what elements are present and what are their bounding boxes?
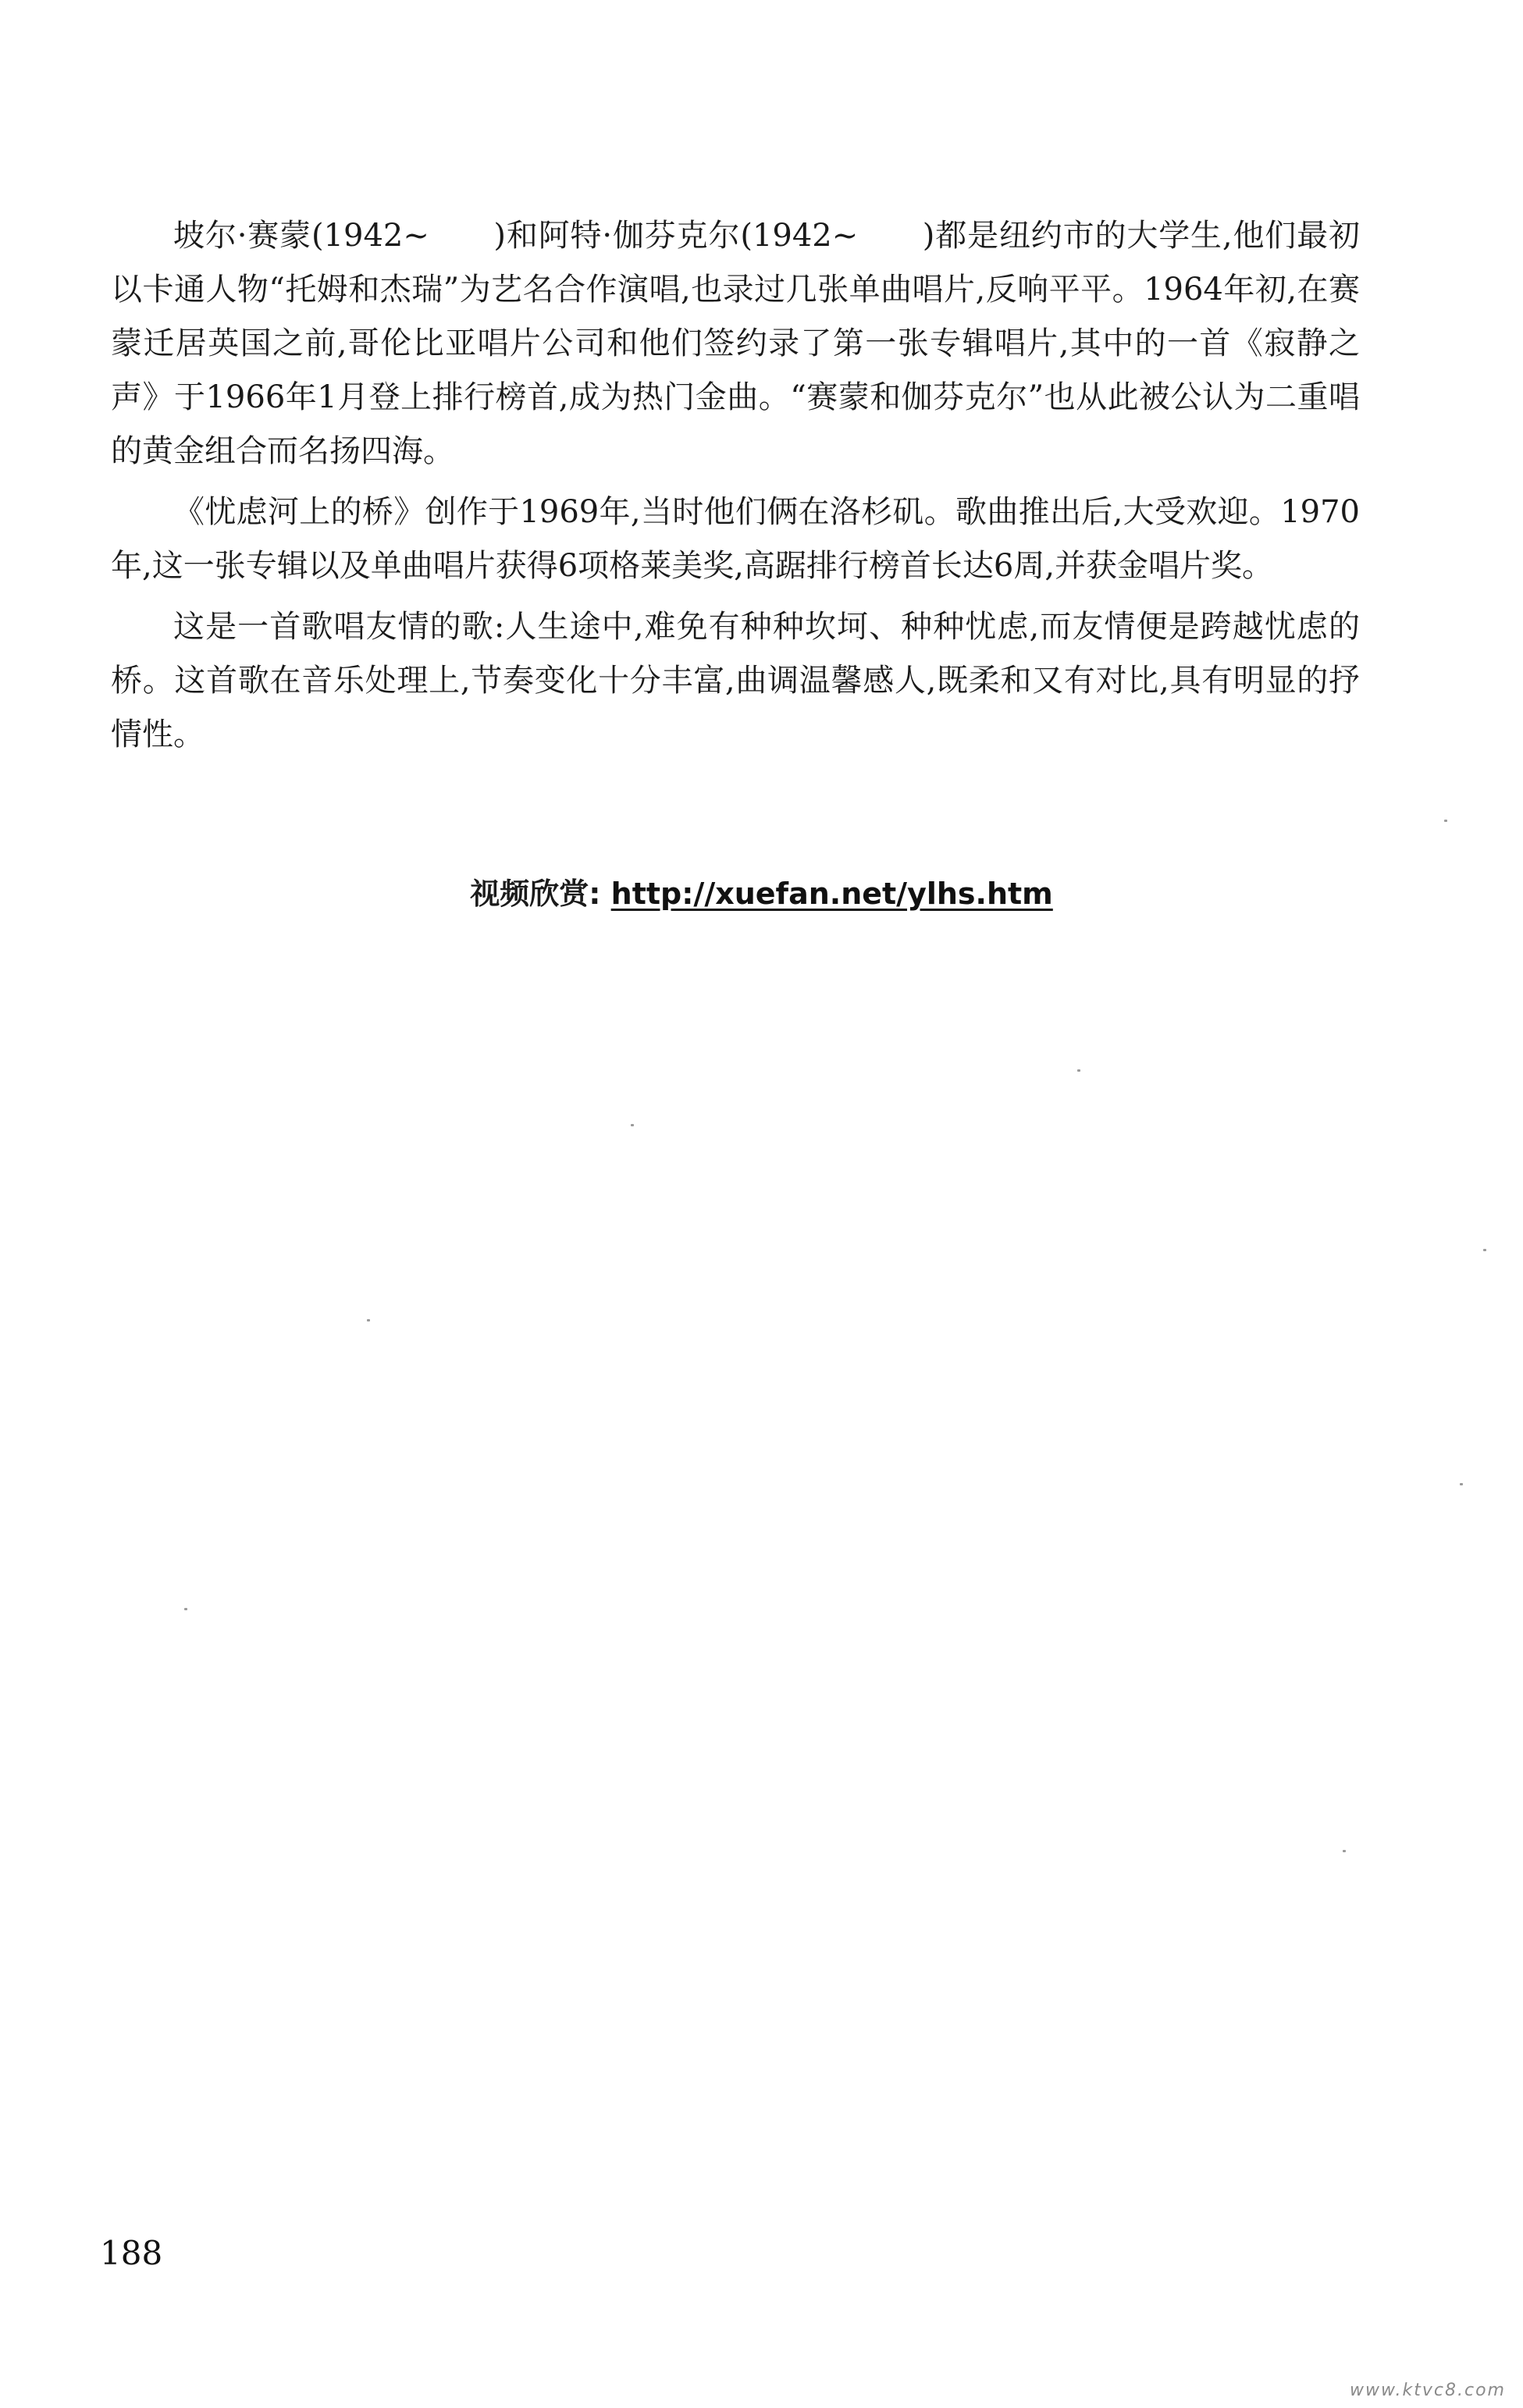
paragraph-intro: 坡尔·赛蒙(1942~ )和阿特·伽芬克尔(1942~ )都是纽约市的大学生,他们最初以卡通人物“托姆和杰瑞”为艺名合作演唱,也录过几张单曲唱片,反响平平。1964年初,在赛蒙迁居英国之前,哥伦比亚唱片公司和他们签约录了第一张专辑唱片,其中的一首《寂静之声》于1966年1月登上排行榜首,成为热门金曲。“赛蒙和伽芬克尔”也从此被公认为二重唱的黄金组合而名扬四海。 [111, 218, 1360, 469]
page-number: 188 [100, 2234, 163, 2272]
scan-speck [1483, 1249, 1486, 1251]
scan-speck [631, 1124, 634, 1126]
body-text [111, 209, 1360, 769]
paragraph-song-history: 《忧虑河上的桥》创作于1969年,当时他们俩在洛杉矶。歌曲推出后,大受欢迎。1970年,这一张专辑以及单曲唱片获得6项格莱美奖,高踞排行榜首长达6周,并获金唱片奖。 [111, 494, 1360, 584]
scan-speck [1077, 1069, 1080, 1072]
video-appreciation-line [0, 870, 1523, 917]
scan-speck [1343, 1850, 1346, 1852]
scan-speck [1444, 820, 1447, 822]
paragraph-song-meaning: 这是一首歌唱友情的歌:人生途中,难免有种种坎坷、种种忧虑,而友情便是跨越忧虑的桥。这首歌在音乐处理上,节奏变化十分丰富,曲调温馨感人,既柔和又有对比,具有明显的抒情性。 [111, 609, 1360, 752]
video-label: 视频欣赏: [470, 877, 601, 911]
scan-speck [1460, 1483, 1463, 1485]
scan-speck [184, 1608, 187, 1610]
scan-speck [367, 1319, 370, 1321]
video-link[interactable]: http://xuefan.net/ylhs.htm [610, 877, 1053, 911]
watermark: www.ktvc8.com [1349, 2381, 1506, 2400]
